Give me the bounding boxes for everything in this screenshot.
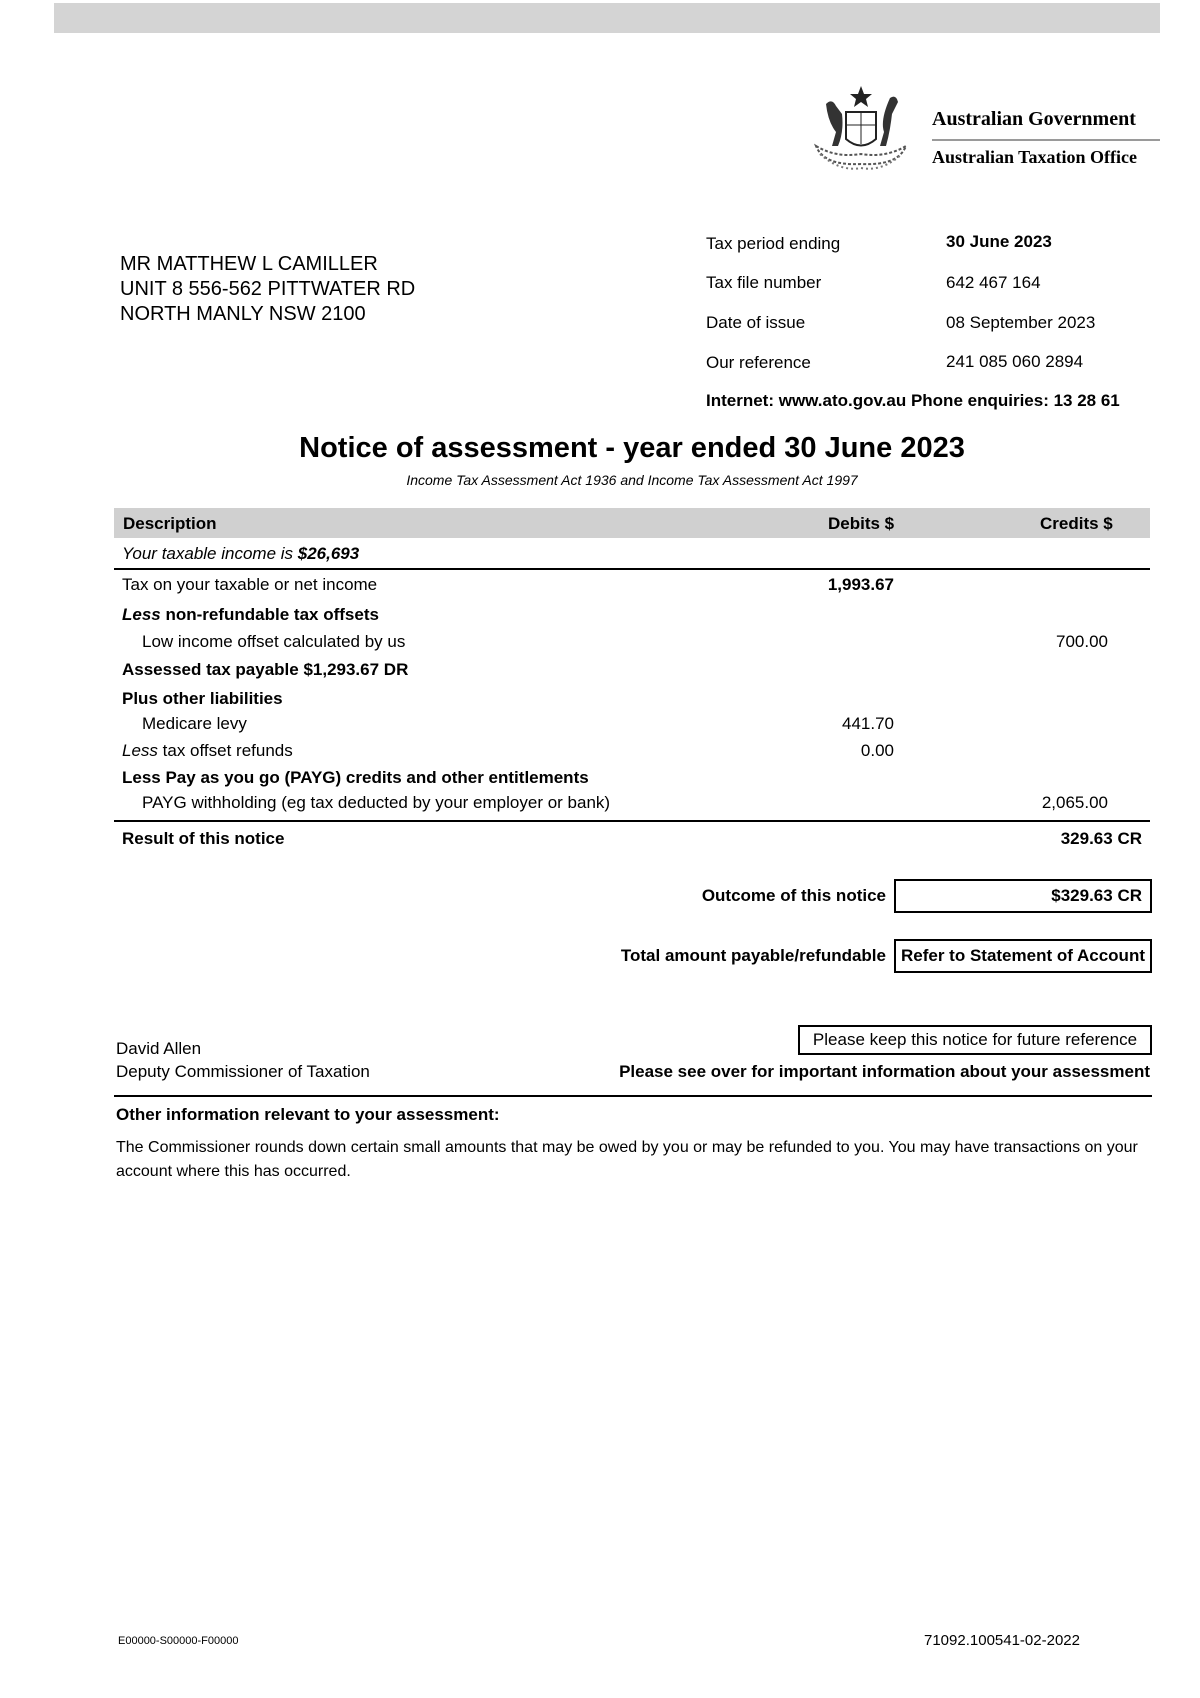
tax-on-income-label: Tax on your taxable or net income [122,575,378,594]
total-payable-label: Total amount payable/refundable [620,946,886,965]
col-description: Description [123,514,217,533]
table-rule-top [114,568,1150,570]
top-bar [54,3,1160,33]
keep-notice-box: Please keep this notice for future reference [798,1025,1152,1055]
issue-date-value: 08 September 2023 [946,313,1096,332]
less-payg-credits: Less Pay as you go (PAYG) credits and other entitlements [122,768,589,787]
low-income-offset-label: Low income offset calculated by us [142,632,406,651]
tax-offset-refunds-debit: 0.00 [860,741,894,760]
other-info-text: The Commissioner rounds down certain small amounts that may be owed by you or may be refunded to you. You may have transactions on your account where this has occurred. [116,1139,1138,1180]
payg-withholding-label: PAYG withholding (eg tax deducted by your employer or bank) [142,793,611,812]
footer-right-code: 71092.100541-02-2022 [924,1632,1080,1649]
medicare-levy-label: Medicare levy [142,714,247,733]
col-debits: Debits $ [828,514,895,533]
issue-date-label: Date of issue [706,313,806,332]
ato-logo [806,84,1164,174]
less-prefix: Less [122,605,161,624]
page-title: Notice of assessment - year ended 30 June 2023 [299,432,965,464]
nonrefundable-offsets-label: non-refundable tax offsets [160,605,379,624]
table-header [114,508,1150,538]
result-label: Result of this notice [122,829,285,848]
other-info-heading: Other information relevant to your assessment: [116,1105,500,1124]
government-name: Australian Government [932,108,1136,130]
tfn-label: Tax file number [706,273,822,292]
plus-other-liabilities: Plus other liabilities [122,689,283,708]
col-credits: Credits $ [1040,514,1113,533]
address-line-2: UNIT 8 556-562 PITTWATER RD [120,278,416,300]
table-rule-bottom [114,820,1150,822]
reference-label: Our reference [706,353,811,372]
reference-value: 241 085 060 2894 [946,352,1084,371]
tax-period-value: 30 June 2023 [946,232,1052,251]
tax-offset-refunds-row [122,741,293,761]
outcome-label: Outcome of this notice [701,886,886,905]
taxable-income-prefix: Your taxable income is [122,544,298,563]
taxable-income-row [122,544,359,564]
tax-period-label: Tax period ending [706,234,841,253]
tfn-value: 642 467 164 [946,273,1041,292]
contact-details: Internet: www.ato.gov.au Phone enquiries: 13 28 61 [706,391,1120,410]
assessed-tax-payable: Assessed tax payable $1,293.67 DR [122,660,409,679]
agency-name: Australian Taxation Office [932,147,1138,167]
logo-divider [932,139,1160,141]
coat-of-arms-icon [806,84,916,174]
payg-withholding-credit: 2,065.00 [1041,793,1108,812]
section-divider [114,1095,1152,1097]
page-subtitle: Income Tax Assessment Act 1936 and Income Tax Assessment Act 1997 [406,472,858,488]
medicare-levy-debit: 441.70 [842,714,894,733]
tax-offset-refunds-label: tax offset refunds [157,741,293,760]
result-value: 329.63 CR [1060,829,1142,848]
signatory-name: David Allen [116,1039,202,1058]
less-prefix-2: Less [122,741,158,760]
signatory-title: Deputy Commissioner of Taxation [116,1062,370,1081]
low-income-offset-credit: 700.00 [1056,632,1108,651]
recipient-address [120,252,415,327]
total-payable-box: Refer to Statement of Account [894,939,1152,973]
footer-left-code: E00000-S00000-F00000 [118,1635,239,1647]
address-line-1: MR MATTHEW L CAMILLER [120,253,378,275]
address-line-3: NORTH MANLY NSW 2100 [120,303,366,325]
tax-on-income-debit: 1,993.67 [827,575,894,594]
nonrefundable-offsets-row [122,605,379,625]
taxable-income-value: $26,693 [297,544,360,563]
see-over-note: Please see over for important information about your assessment [619,1062,1150,1081]
outcome-value-box: $329.63 CR [894,879,1152,913]
